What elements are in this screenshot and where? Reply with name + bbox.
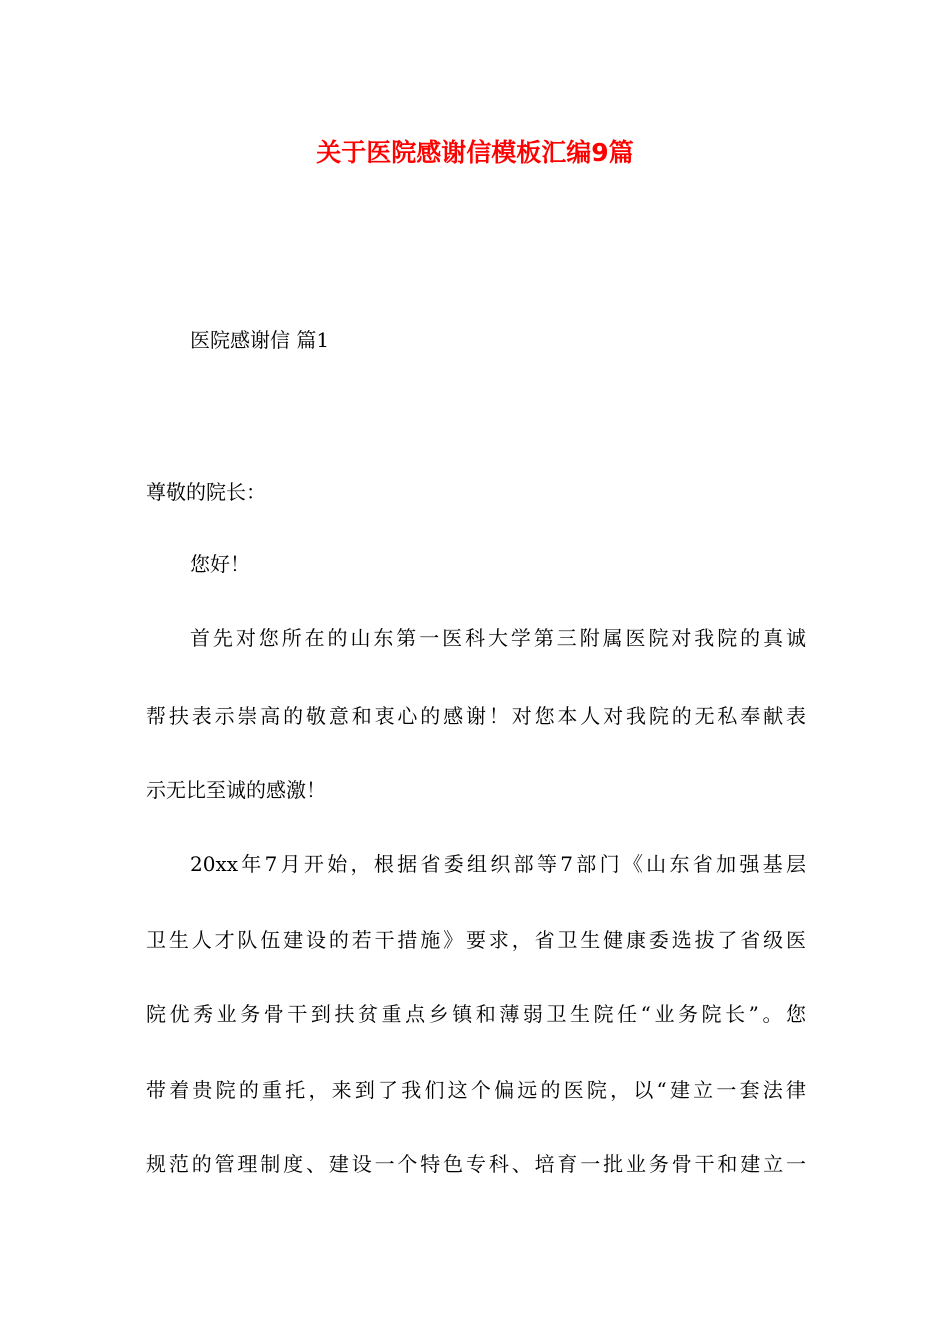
paragraph-1-line-3: 示无比至诚的感激！ xyxy=(146,778,326,802)
salutation: 尊敬的院长： xyxy=(146,480,266,504)
paragraph-2-line-4: 带着贵院的重托，来到了我们这个偏远的医院，以“建立一套法律 xyxy=(146,1078,806,1102)
paragraph-2-line-5: 规范的管理制度、建设一个特色专科、培育一批业务骨干和建立一 xyxy=(146,1152,806,1176)
greeting: 您好！ xyxy=(190,552,250,576)
paragraph-2-line-1: 20xx年7月开始，根据省委组织部等7部门《山东省加强基层 xyxy=(190,852,806,876)
paragraph-2-line-3: 院优秀业务骨干到扶贫重点乡镇和薄弱卫生院任“业务院长”。您 xyxy=(146,1002,806,1026)
paragraph-1-line-2: 帮扶表示崇高的敬意和衷心的感谢！对您本人对我院的无私奉献表 xyxy=(146,704,806,728)
section-heading: 医院感谢信 篇1 xyxy=(190,328,330,352)
paragraph-2-line-2: 卫生人才队伍建设的若干措施》要求，省卫生健康委选拔了省级医 xyxy=(146,928,806,952)
paragraph-1-line-1: 首先对您所在的山东第一医科大学第三附属医院对我院的真诚 xyxy=(190,626,806,650)
document-title: 关于医院感谢信模板汇编9篇 xyxy=(316,138,634,167)
